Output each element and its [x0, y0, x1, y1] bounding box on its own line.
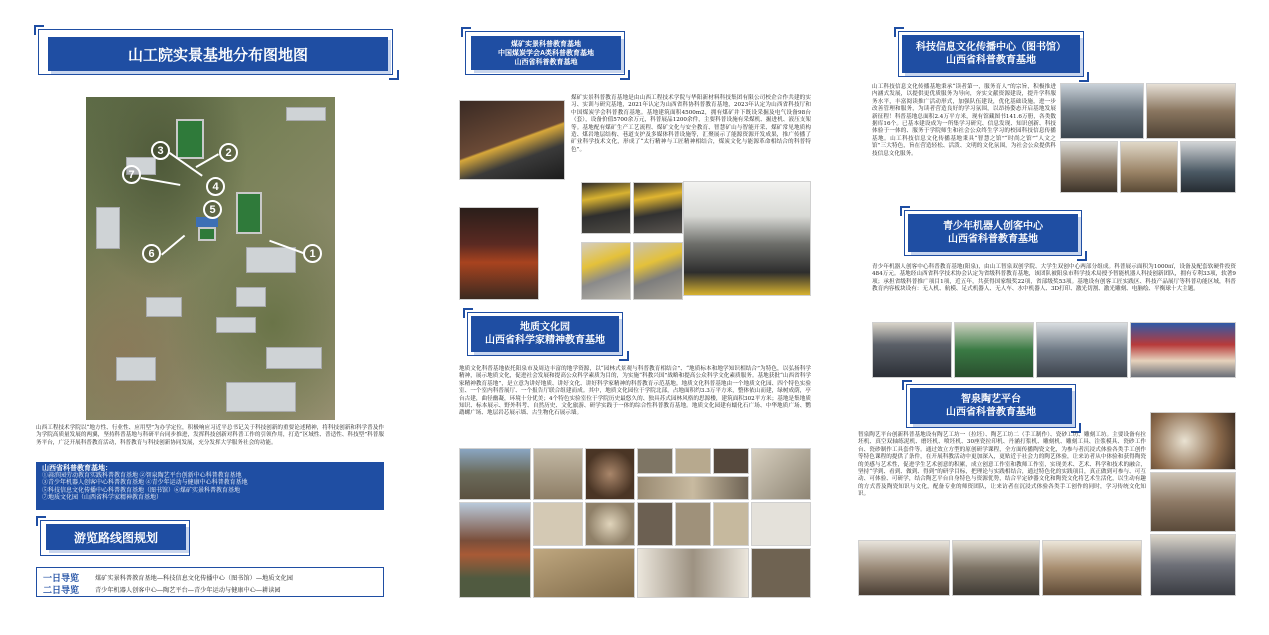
marker-pointer: [141, 177, 181, 185]
lib-title: [902, 35, 1080, 73]
panel-coal-geo: [423, 0, 846, 635]
bases-heading: 山西省科普教育基地：: [42, 465, 112, 472]
corner-decoration: [1077, 251, 1087, 261]
map-marker-5[interactable]: 5: [203, 200, 222, 219]
robot-stage-photo: [1130, 322, 1236, 378]
coal-lab-photo: [581, 242, 631, 300]
coal-workers-photo: [581, 182, 631, 234]
route-tag: 一日导览: [43, 573, 80, 584]
map-marker-6[interactable]: 6: [142, 244, 161, 263]
bases-list-box: [36, 462, 384, 510]
ceramic-title: [910, 388, 1072, 424]
robot-title-line: 青少年机器人创客中心: [943, 221, 1043, 232]
geo-specimen-photo: [533, 448, 583, 500]
coal-lab-photo: [633, 242, 683, 300]
library-shelf-photo: [1060, 141, 1118, 193]
bases-line: ③青少年机器人创客中心科普教育基地 ④青少年运动与健康中心科普教育基地: [42, 480, 248, 487]
geo-rock-photo: [637, 502, 673, 546]
geo-rock-photo: [637, 476, 749, 500]
sports-field: [198, 227, 216, 241]
bases-line: ⑦地质文化园（山西省科学家精神教育基地）: [42, 495, 163, 502]
geo-rock-photo: [675, 502, 711, 546]
geo-rock-photo: [675, 448, 711, 474]
building: [146, 297, 182, 317]
intro-text: 山西工程技术学院以“地方性、行业性、应用型”为办学定位，积极响应习近平总书记关于科技创新的重要论述精神，将科技创新和科学普及作为学院高质量发展的两翼，坚持科普基地与科研平台同步推进，发挥科技创新对科普工作的引领作用，打造“区域性、普适性、科技型”科普服务平台，广泛开展科普教育活动，科普教育与科技创新协同发展，充分发挥大学服务社会的功能。: [36, 425, 384, 446]
geo-pavilion-photo: [459, 502, 531, 598]
route-title: 游览路线图规划: [46, 524, 186, 550]
geo-rock-photo: [713, 448, 749, 474]
robot-lab-photo: [872, 322, 952, 378]
building: [216, 317, 256, 333]
building: [116, 357, 156, 381]
sports-field: [236, 192, 262, 234]
robot-title-line: 山西省科普教育基地: [948, 234, 1038, 245]
panel-lib-robot-ceramic: [846, 0, 1269, 635]
geo-fossil-photo: [533, 502, 583, 546]
robot-field-photo: [954, 322, 1034, 378]
library-shelf-photo: [1120, 141, 1178, 193]
map-marker-4[interactable]: 4: [206, 177, 225, 196]
corner-decoration: [36, 516, 46, 526]
geo-fossil-photo: [585, 448, 635, 500]
corner-decoration: [900, 206, 910, 216]
marker-pointer: [161, 235, 185, 255]
corner-decoration: [620, 70, 630, 80]
robot-title: [908, 214, 1078, 252]
building: [236, 287, 266, 307]
bases-line: ⑤科技信息文化传播中心科普教育基地（图书馆）⑥煤矿实景科普教育基地: [42, 487, 241, 494]
building: [286, 107, 326, 121]
coal-mine-photo-workers: [459, 100, 565, 180]
geo-park-photo: [459, 448, 531, 500]
ceramic-text: 智泉陶艺平台创新科普基地设有陶艺工坊一（拉坯）、陶艺工坊二（手工制作）、瓷砂工坊、雕刻工坊。主要设备有拉坯机、真空双轴练泥机、磨坯机、喷坯机、30座瓷拉印机、丹涵打浆机、雕刻机、雕刻工具、注浆模具、瓷砂工作台、瓷砂制作工具套件等。通过效立方型的原创研学课程，全方面传播陶瓷文化，为参与者沉浸式体验各类手工创作等特色课程的提供了条件，在开展科教活动中更加深入，更贴近于社会力的陶艺体验，让来访者从中体验和获得陶瓷的美感与艺术性，促进学生艺术创意的积累，成立创意工作室和教师工作室，实现美术、艺术、科学和技术的融合，坚持“学到、看到、做到、得到”的研学目标，把理论与实践相结合，通过特色化的实践项目，真正做到可参与、可互动、可体验、可研学，结合陶艺平台自身特色与资源优势，结合平定砂器文化和陶瓷文化将艺术生活化，以生动有趣的方式普及陶瓷知识与文化，配备专业的师资团队，让来访者在沉浸式体验各类手工创作的同时，学习传统文化知识。: [858, 432, 1146, 498]
coal-text: 煤矿实景科普教育基地是由山西工程技术学院与华阳新材料科技集团有限公司校企合作共建的实习、实训与研究基地，2021年认定为山西省科协科普教育基地，2023年认定为山西省科技厅和中国煤炭学会科普教育基地。基地建筑面积4500m2，拥有煤矿井下既设采掘及电气设备98台（套），设备价值5700余万元，科普展品1200余件，主要科普设施有采煤机、掘进机、液压支架等。基地配有煤矿生产工艺流程、煤矿文化与安全教育、智慧矿山与智能开采、煤矿常见地质构造、煤岩地层结构、巷道支护及多媒体科普设施等，汇聚展示了能源资源开发成果，推广传播了矿业科学技术文化，形成了“太行精神与工匠精神相结合，煤炭文化与能源革命相结合的科普特色”。: [571, 95, 811, 153]
corner-decoration: [463, 308, 473, 318]
robot-text: 青少年机器人创客中心科普教育基地(阳泉)，由山工智泉双创学院、大学生双创中心两部分组成。科普展示面积为1000㎡，设备及配套软硬件投资484万元。基地经山西省科学技术协会认定为省级科普教育基地，该团队被阳泉市科学技术局授予智能机器人科技创新团队，拥有专利33项，软著9项；承担省级科普推广项目1项，近五年，共获得国家级奖22项，省部级奖53项。基地设有创客工匠实践区、科技产品展厅等科普功能区域，科普教育内容板块设有：无人机、航模、足式机器人、无人车、水中机器人、3D打印、激光切割、激光雕刻、电脑绘、平衡球十大主题。: [872, 264, 1236, 293]
ceramic-pottery-photo: [1150, 412, 1236, 470]
ceramic-class-photo: [1042, 540, 1142, 596]
robot-lab-photo: [1036, 322, 1128, 378]
coal-title: [471, 36, 621, 70]
route-row: [43, 571, 377, 583]
map-marker-3[interactable]: 3: [151, 141, 170, 160]
map-marker-2[interactable]: 2: [219, 143, 238, 162]
sports-field: [176, 119, 204, 159]
corner-decoration: [34, 25, 44, 35]
route-tag: 二日导览: [43, 585, 80, 596]
map-marker-1[interactable]: 1: [303, 244, 322, 263]
lib-title-line: 山西省科普教育基地: [946, 55, 1036, 66]
corner-decoration: [389, 70, 399, 80]
geo-text: 地质文化科普基地依托阳泉市及周边丰富的地学资源，以“园林式景观与科普教育相结合”、“地质标本和地学知识相结合”为特色，以弘扬科学精神，展示地质文化，促进社会发展和提高公众科学素质为目的，为实施“科教兴国”战略和提高公众科学文化素质服务。基地获批“山西省科学家精神教育基地”，是立意为讲好地质、讲好文化、讲好科学家精神的科普教育示范基地。地质文化科普基地由一个地质文化园、四个特色实验室、一个室内科普展厅、一个报告厅联合组建而成。其中，地质文化园位于学院北部，占地面积约3.3万平方米，整体依山而建，绿树成荫，亭台古建，曲径幽凝，环境十分优美；4个特色实验室位于学院历史最悠久的、独具苏式园林风格的思源楼，建筑面积302平方米；基地是集地质知识、标本展示、野外科考、自然历史、文化旅游、研学实践于一体的综合性科普教育基地。地质文化园建有蠕化石广场、中华地质广场、鹦鹉螺广场、地层岩芯展示墙、古生物化石展示墙。: [459, 366, 811, 417]
geo-shell-photo: [585, 502, 635, 546]
building: [266, 347, 322, 369]
ceramic-class-photo: [858, 540, 950, 596]
corner-decoration: [619, 351, 629, 361]
route-box: [36, 567, 384, 597]
library-reading-photo: [1146, 83, 1236, 139]
coal-title-line: 煤矿实景科普教育基地: [511, 40, 581, 48]
route-text: 煤矿实景科普教育基地—科技信息文化传播中心（图书馆）—地质文化园: [95, 574, 293, 582]
geo-specimen-photo: [751, 502, 811, 546]
geo-fossil-long-photo: [637, 548, 749, 598]
corner-decoration: [894, 27, 904, 37]
ceramic-title-line: 山西省科普教育基地: [946, 407, 1036, 418]
coal-title-line: 山西省科普教育基地: [514, 58, 578, 66]
geo-rock-photo: [751, 548, 811, 598]
geo-fossil-slab-photo: [751, 448, 811, 500]
coal-workers-photo: [633, 182, 683, 234]
lib-title-line: 科技信息文化传播中心（图书馆）: [916, 42, 1066, 53]
coal-tunnel-photo: [459, 207, 539, 300]
lib-text: 山工科技信息文化传播基地秉承“读者第一，服务育人”的宗旨，积极推进内涵式发展，以提供更优质服务为导向，夯实文献资源建设，提升学科服务水平，丰富阅读推广活动形式，加强队伍建设，优化基础设施，进一步改善管理和服务，为读者营造良好的学习氛围，以昂扬姿态开启基地发展新征程！科普基地总面积2.4万平方米，现有馆藏图书141.6万册，各类数据库16个。已基本建设成为一所集学习研究、信息发现、知识创新、科技体验于一体的、服务于学院师生和社会公众终生学习的校园科技信息传播基地。山工科技信息文化传播基地秉具“智慧之馆”“时尚之馆”“人文之馆”三大特色，旨在营造轻松、活泼、文明的文化氛围，为社会公众提供科技信息文化服务。: [872, 84, 1056, 157]
coal-hall-photo: [683, 181, 811, 296]
geo-rock-photo: [637, 448, 673, 474]
ceramic-workshop-photo: [1150, 472, 1236, 532]
corner-decoration: [1079, 72, 1089, 82]
geo-fossil-wall-photo: [533, 548, 635, 598]
ceramic-class-photo: [1150, 534, 1236, 596]
geo-rock-photo: [713, 502, 749, 546]
geo-title: [471, 316, 619, 352]
campus-aerial-map: [86, 97, 335, 420]
building: [246, 247, 296, 273]
map-title: 山工院实景基地分布图地图: [48, 37, 388, 71]
route-text: 青少年机器人创客中心—陶艺平台—青少年运动与健康中心—耕读园: [95, 586, 281, 594]
bases-line: ①蒜滨园劳动教育实践科普教育基地 ②智泉陶艺平台创新中心科普教育基地: [42, 472, 242, 479]
ceramic-class-photo: [952, 540, 1040, 596]
panel-map: [0, 0, 423, 635]
building: [96, 207, 120, 249]
coal-title-line: 中国煤炭学会A类科普教育基地: [497, 49, 595, 57]
route-row: [43, 583, 377, 595]
geo-title-line: 山西省科学家精神教育基地: [485, 335, 605, 346]
library-room-photo: [1180, 141, 1236, 193]
library-hall-photo: [1060, 83, 1144, 139]
corner-decoration: [902, 380, 912, 390]
geo-title-line: 地质文化园: [520, 322, 570, 333]
corner-decoration: [461, 27, 471, 37]
building: [226, 382, 296, 412]
ceramic-title-line: 智泉陶艺平台: [961, 394, 1021, 405]
map-marker-7[interactable]: 7: [122, 165, 141, 184]
